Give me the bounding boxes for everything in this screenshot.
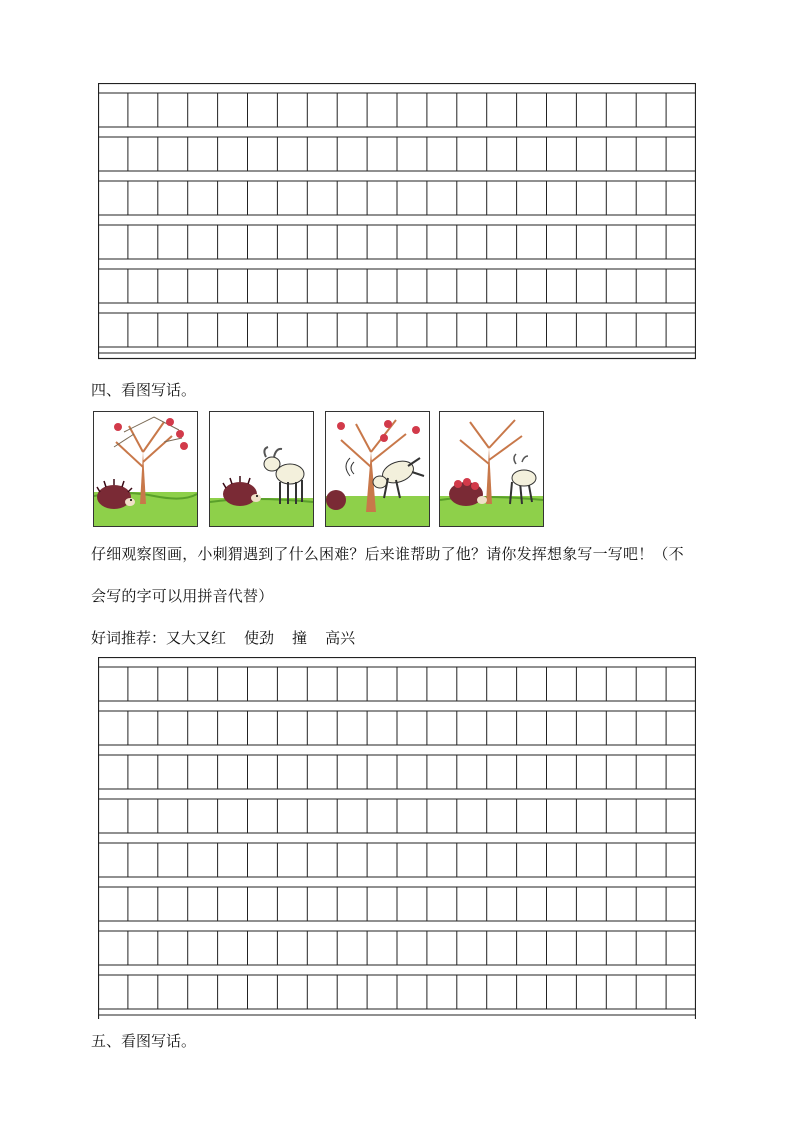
top-writing-grid [98,83,696,367]
word-3: 撞 [292,629,308,647]
panel-2-hedgehog-meets-goat [209,411,314,527]
recommended-words-label: 好词推荐： [91,629,167,647]
word-2: 使劲 [244,629,275,647]
word-1: 又大又红 [166,629,227,647]
panel-1-hedgehog-under-tree [93,411,198,527]
writing-prompt-line-2: 会写的字可以用拼音代替） [91,587,274,605]
panel-4-hedgehog-carries-apples [439,411,544,527]
panel-3-goat-butts-tree [325,411,430,527]
section-5-heading: 五、看图写话。 [91,1032,197,1050]
writing-prompt-line-1: 仔细观察图画，小刺猬遇到了什么困难？后来谁帮助了他？请你发挥想象写一写吧！（不 [91,545,684,563]
section-4-heading: 四、看图写话。 [91,381,197,399]
section-4-writing-grid [98,657,696,1019]
word-4: 高兴 [325,629,356,647]
recommended-words [91,629,373,647]
